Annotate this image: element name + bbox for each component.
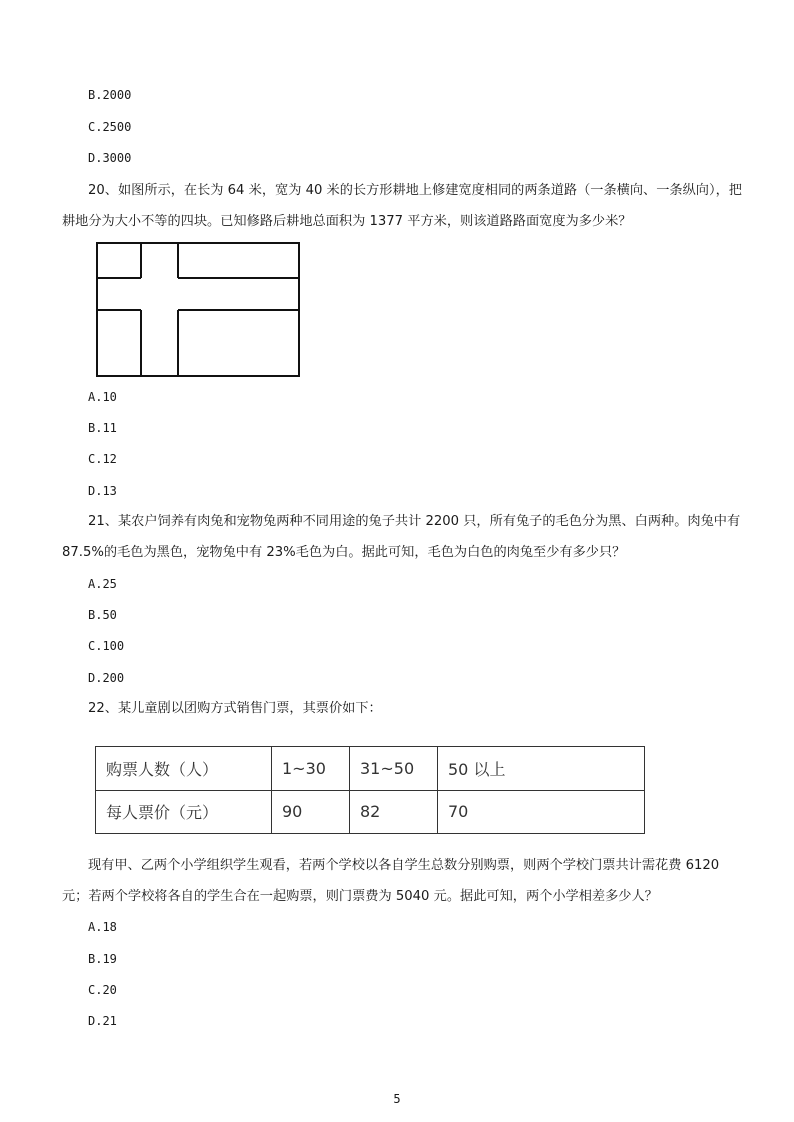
q21-option-c: C.100	[88, 639, 125, 653]
q21-option-b: B.50	[88, 608, 117, 622]
q20-option-a: A.10	[88, 390, 117, 404]
q22-option-a: A.18	[88, 920, 117, 934]
table-row	[96, 790, 645, 834]
q21-option-a: A.25	[88, 577, 117, 591]
q20-option-c: C.12	[88, 452, 117, 466]
q20-option-b: B.11	[88, 421, 117, 435]
q19-option-d: D.3000	[88, 151, 132, 165]
table-cell: 90	[272, 790, 350, 834]
q22-option-c: C.20	[88, 983, 117, 997]
table-row	[96, 747, 645, 791]
q22-intro: 22、某儿童剧以团购方式销售门票，其票价如下：	[88, 701, 382, 716]
table-cell: 1~30	[272, 747, 350, 791]
table-cell: 70	[438, 790, 645, 834]
table-cell: 82	[350, 790, 438, 834]
field-road-diagram	[96, 242, 302, 378]
q20-text: 20、如图所示，在长为 64 米，宽为 40 米的长方形耕地上修建宽度相同的两条道路（一条横向、一条纵向），把耕地分为大小不等的四块。已知修路后耕地总面积为 1377 平方米，则该道路路面宽度为多少米？	[62, 183, 742, 229]
q19-option-b: B.2000	[88, 88, 132, 102]
page-number: 5	[393, 1092, 401, 1106]
table-header-cell: 购票人数（人）	[96, 747, 272, 791]
table-cell: 31~50	[350, 747, 438, 791]
q22-option-b: B.19	[88, 952, 117, 966]
q21-text: 21、某农户饲养有肉兔和宠物兔两种不同用途的兔子共计 2200 只，所有兔子的毛色分为黑、白两种。肉兔中有 87.5%的毛色为黑色，宠物兔中有 23%毛色为白。据此可知，毛色为白色的肉兔至少有多少只？	[62, 514, 741, 560]
table-header-cell: 每人票价（元）	[96, 790, 272, 834]
q19-option-c: C.2500	[88, 120, 132, 134]
ticket-price-table	[95, 746, 645, 834]
q20-option-d: D.13	[88, 484, 117, 498]
q21-option-d: D.200	[88, 671, 125, 685]
q22-text: 现有甲、乙两个小学组织学生观看，若两个学校以各自学生总数分别购票，则两个学校门票共计需花费 6120 元；若两个学校将各自的学生合在一起购票，则门票费为 5040 元。据此可知，两个小学相差多少人？	[62, 858, 720, 904]
table-cell: 50 以上	[438, 747, 645, 791]
q22-option-d: D.21	[88, 1014, 117, 1028]
